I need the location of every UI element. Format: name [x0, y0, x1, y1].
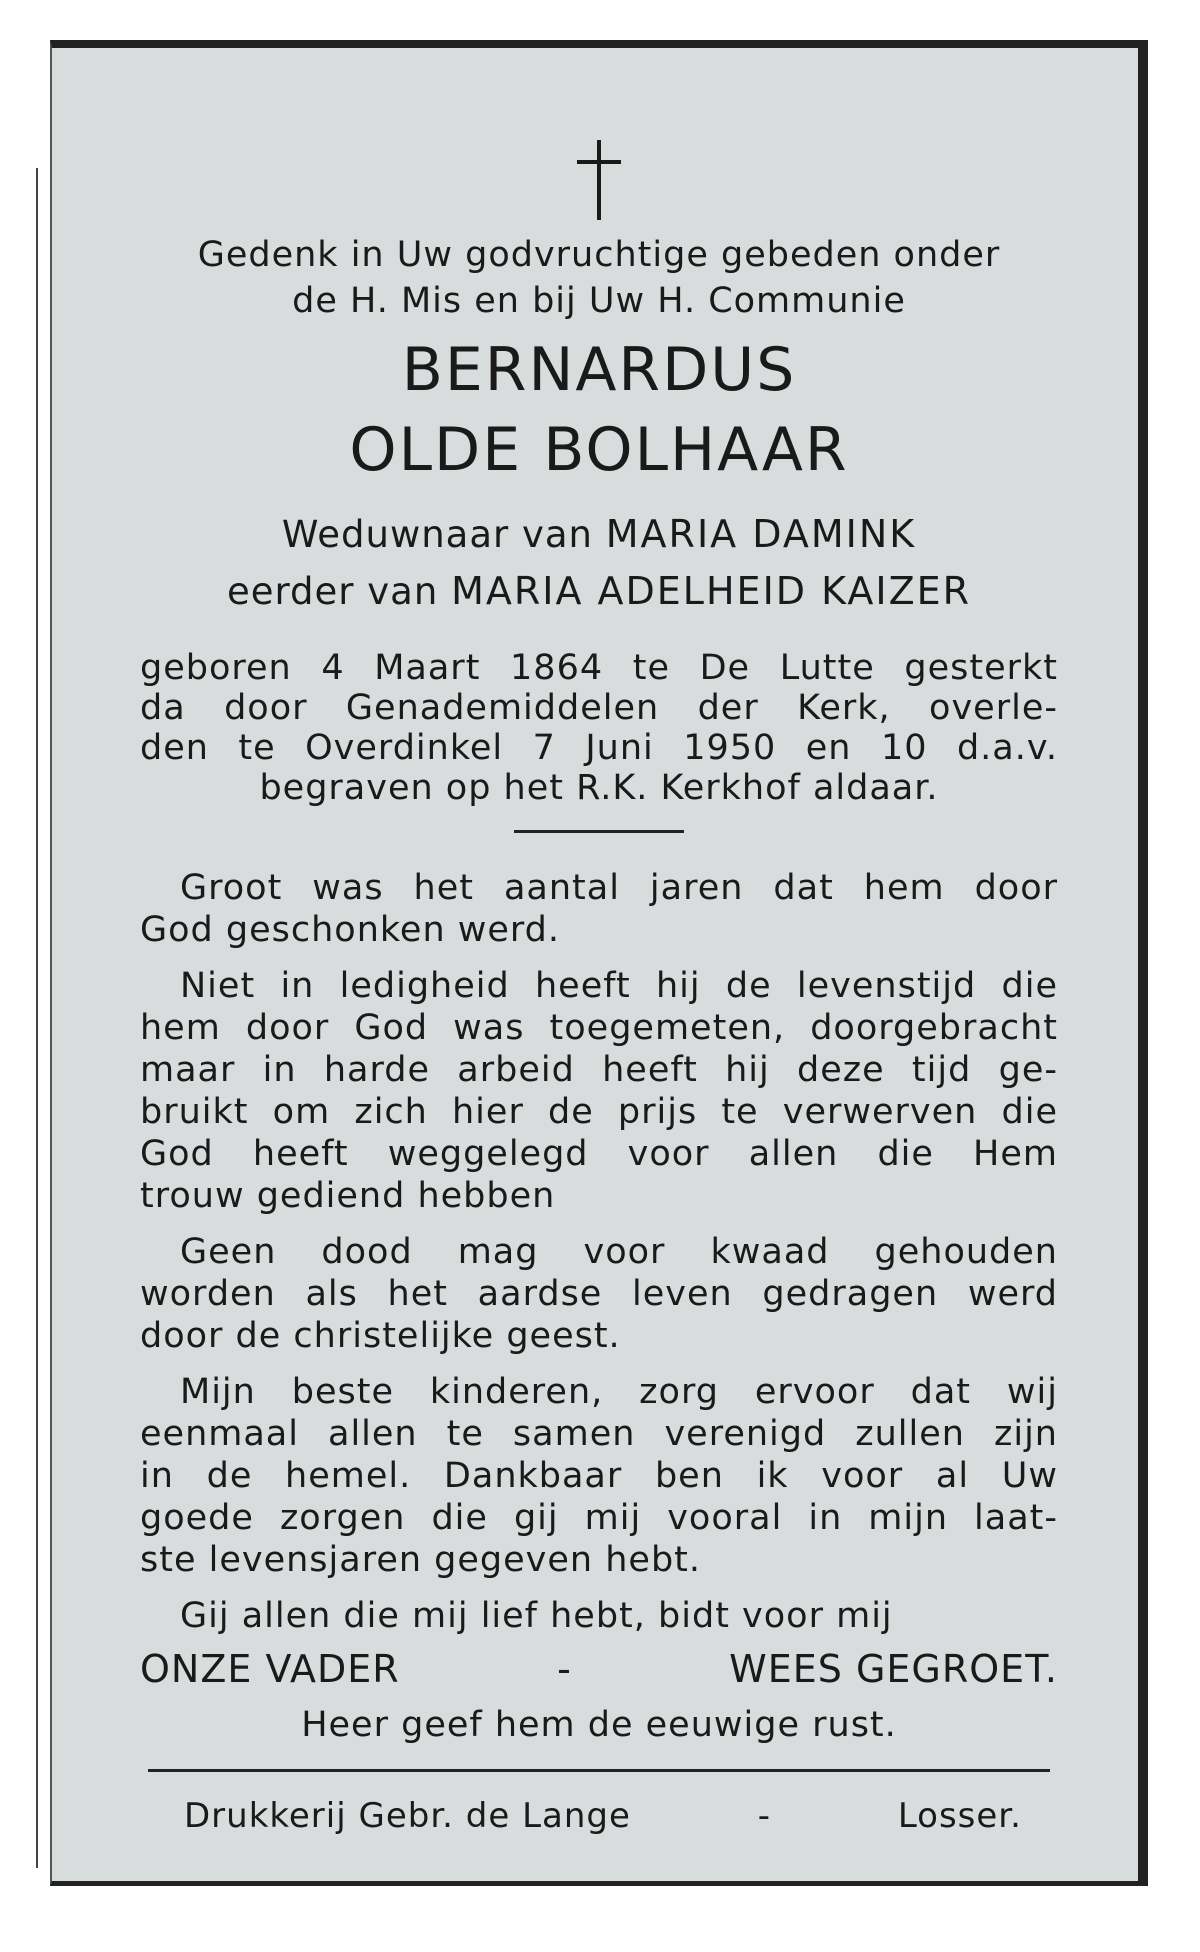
bio-line: begraven op het R.K. Kerkhof aldaar. [259, 768, 939, 808]
paragraph-line: goede zorgen die gij mij vooral in mijn laat- [140, 1498, 1058, 1538]
printer-name: Drukkerij Gebr. de Lange [184, 1796, 631, 1836]
paragraph [140, 1595, 1058, 1637]
paragraph-line: worden als het aardse leven gedragen werd [140, 1274, 1058, 1314]
paragraph-line: Geen dood mag voor kwaad gehouden [180, 1232, 1058, 1272]
widower-prefix: Weduwnaar van [281, 513, 593, 556]
prayer-our-father: ONZE VADER [140, 1647, 400, 1691]
intro-text [140, 232, 1058, 324]
prayer-hail-mary: WEES GEGROET. [729, 1647, 1058, 1691]
prayer-separator: - [557, 1647, 572, 1691]
paragraph [140, 965, 1058, 1217]
paragraph-line: in de hemel. Dankbaar ben ik voor al Uw [140, 1456, 1058, 1496]
divider [514, 830, 684, 833]
printer-city: Losser. [897, 1796, 1022, 1836]
eternal-rest-line: Heer geef hem de eeuwige rust. [301, 1705, 897, 1745]
printer-credit [140, 1794, 1058, 1838]
paragraph-line: Niet in ledigheid heeft hij de levenstijd die [180, 966, 1058, 1006]
intro-line: Gedenk in Uw godvruchtige gebeden onder [197, 235, 1001, 275]
bio-line: da door Genademiddelen der Kerk, overle- [140, 688, 1058, 728]
paragraph-line: God geschonken werd. [140, 910, 561, 950]
spouse-name: MARIA DAMINK [605, 512, 917, 556]
last-name: OLDE BOLHAAR [349, 415, 849, 485]
memorial-card [50, 40, 1148, 1886]
spouse-name: MARIA ADELHEID KAIZER [451, 569, 972, 613]
paragraph-line: ste levensjaren gegeven hebt. [140, 1540, 702, 1580]
footer-rule [148, 1769, 1050, 1772]
bio-line: geboren 4 Maart 1864 te De Lutte gesterkt [140, 648, 1058, 688]
card-content [52, 48, 1138, 1838]
prayers [140, 1645, 1058, 1693]
widower-line [140, 506, 1058, 563]
paragraph-line: hem door God was toegemeten, doorgebracht [140, 1008, 1058, 1048]
biography [140, 648, 1058, 808]
first-name: BERNARDUS [401, 335, 797, 405]
paragraph-line: maar in harde arbeid heeft hij deze tijd ge- [140, 1050, 1058, 1090]
paragraph-line: Groot was het aantal jaren dat hem door [180, 868, 1058, 908]
widower-text [140, 506, 1058, 620]
bio-line: den te Overdinkel 7 Juni 1950 en 10 d.a.v. [140, 728, 1058, 768]
paragraph [140, 1231, 1058, 1357]
paragraph-line: Gij allen die mij lief hebt, bidt voor mij [180, 1596, 893, 1636]
paragraph [140, 867, 1058, 951]
paragraph [140, 1371, 1058, 1581]
paragraph-line: bruikt om zich hier de prijs te verwerven die [140, 1092, 1058, 1132]
widower-prefix: eerder van [226, 570, 439, 613]
printer-separator: - [757, 1796, 772, 1836]
latin-cross-icon [569, 140, 629, 220]
paragraph-line: trouw gediend hebben [140, 1176, 556, 1216]
paragraph-line: Mijn beste kinderen, zorg ervoor dat wij [180, 1372, 1058, 1412]
paragraph-line: eenmaal allen te samen verenigd zullen zijn [140, 1414, 1058, 1454]
deceased-name [140, 330, 1058, 490]
intro-line: de H. Mis en bij Uw H. Communie [292, 281, 906, 321]
widower-line [140, 563, 1058, 620]
paragraph-line: door de christelijke geest. [140, 1316, 621, 1356]
paragraph-line: God heeft weggelegd voor allen die Hem [140, 1134, 1058, 1174]
